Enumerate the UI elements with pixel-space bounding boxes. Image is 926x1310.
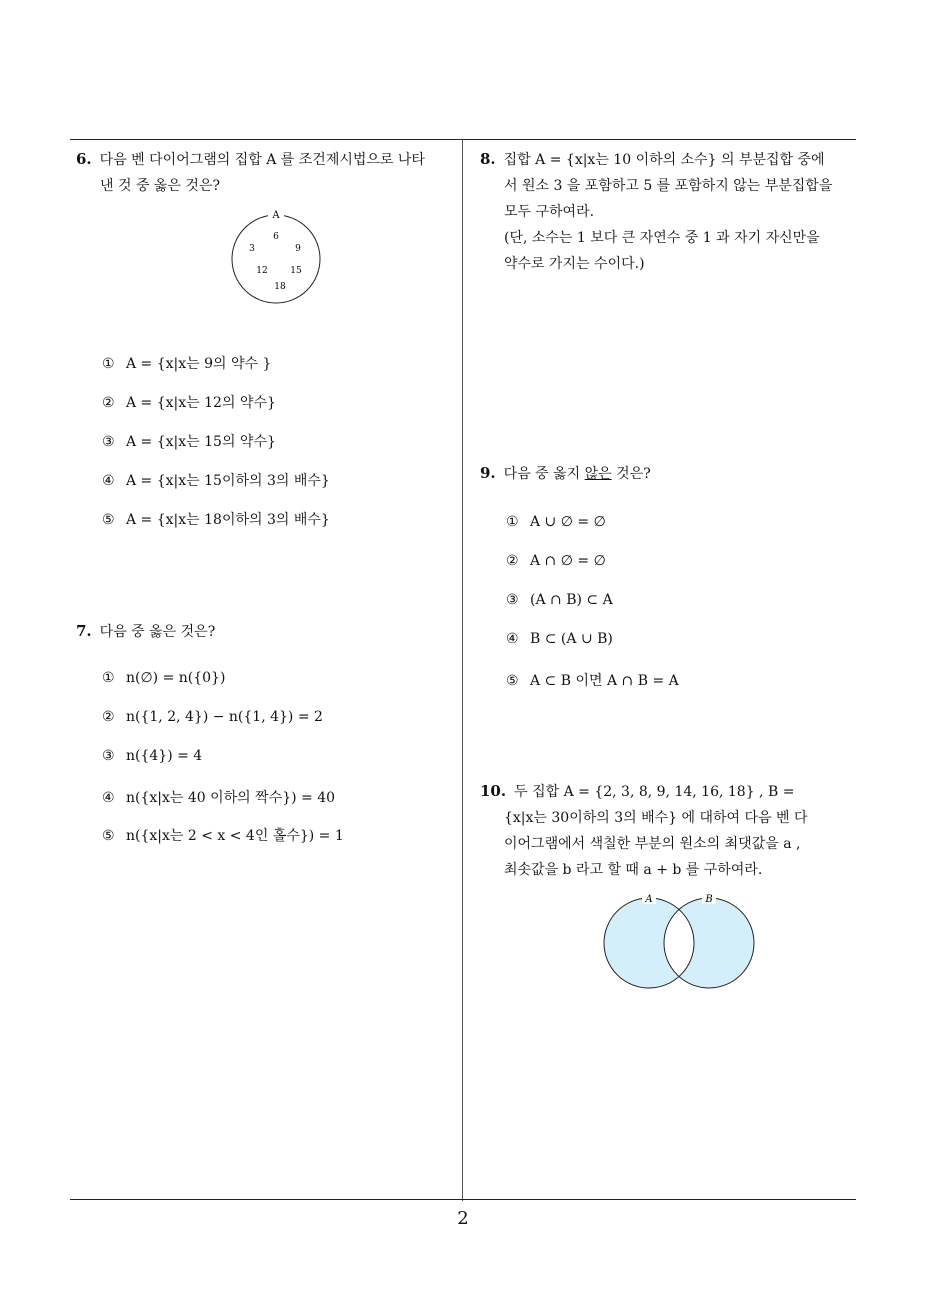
question-10-line-2: {x|x는 30이하의 3의 배수} 에 대하여 다음 벤 다 — [504, 810, 808, 826]
question-9 — [480, 460, 858, 487]
q9-option-3[interactable]: ③ (A ∩ B) ⊂ A — [506, 592, 613, 608]
q6-option-5[interactable]: ⑤ A = {x|x는 18이하의 3의 배수} — [102, 512, 330, 528]
top-rule — [70, 139, 856, 140]
question-number: 9. — [480, 464, 496, 482]
question-10-line-4: 최솟값을 b 라고 할 때 a + b 를 구하여라. — [504, 862, 763, 878]
element: 9 — [295, 244, 301, 254]
element: 6 — [273, 232, 279, 242]
set-b-label: B — [705, 894, 713, 905]
element: 3 — [249, 244, 255, 254]
question-8-line-2: 서 원소 3 을 포함하고 5 를 포함하지 않는 부분집합을 — [504, 178, 833, 194]
column-divider — [462, 139, 463, 1201]
venn-diagram-ab — [600, 890, 760, 992]
bottom-rule — [70, 1199, 856, 1200]
q7-option-1[interactable]: ① n(∅) = n({0}) — [102, 670, 226, 686]
question-8-line-1: 8. 집합 A = {x|x는 10 이하의 소수} 의 부분집합 중에 — [480, 150, 825, 168]
question-8-line-3: 모두 구하여라. — [504, 204, 595, 220]
venn-diagram-a — [228, 208, 324, 308]
q7-option-2[interactable]: ② n({1, 2, 4}) − n({1, 4}) = 2 — [102, 709, 323, 725]
question-7-line-1: 7. 다음 중 옳은 것은? — [76, 622, 216, 640]
question-number: 6. — [76, 150, 92, 168]
q7-option-5[interactable]: ⑤ n({x|x는 2 < x < 4인 홀수}) = 1 — [102, 828, 344, 844]
question-10-line-1: 10. 두 집합 A = {2, 3, 8, 9, 14, 16, 18} , B = — [480, 782, 795, 800]
q9-option-5[interactable]: ⑤ A ⊂ B 이면 A ∩ B = A — [506, 673, 679, 689]
question-6-line-2: 낸 것 중 옳은 것은? — [100, 178, 220, 194]
question-8-line-4: (단, 소수는 1 보다 큰 자연수 중 1 과 자기 자신만을 — [504, 230, 820, 246]
q9-option-2[interactable]: ② A ∩ ∅ = ∅ — [506, 553, 606, 569]
question-10-line-3: 이어그램에서 색칠한 부분의 원소의 최댓값을 a , — [504, 836, 801, 852]
question-8 — [480, 146, 858, 277]
question-8-line-5: 약수로 가지는 수이다.) — [504, 256, 645, 272]
page-number: 2 — [457, 1208, 469, 1229]
element: 12 — [256, 266, 268, 276]
question-number: 7. — [76, 622, 92, 640]
q6-option-4[interactable]: ④ A = {x|x는 15이하의 3의 배수} — [102, 473, 330, 489]
set-a-label: A — [645, 894, 653, 905]
q6-option-3[interactable]: ③ A = {x|x는 15의 약수} — [102, 434, 276, 450]
underlined-word: 않은 — [584, 466, 612, 482]
q9-option-4[interactable]: ④ B ⊂ (A ∪ B) — [506, 631, 613, 647]
q6-option-1[interactable]: ① A = {x|x는 9의 약수 } — [102, 356, 272, 372]
q7-option-4[interactable]: ④ n({x|x는 40 이하의 짝수}) = 40 — [102, 790, 336, 806]
q9-option-1[interactable]: ① A ∪ ∅ = ∅ — [506, 514, 606, 530]
question-6 — [76, 146, 461, 199]
q6-option-2[interactable]: ② A = {x|x는 12의 약수} — [102, 395, 276, 411]
question-9-line-1: 9. 다음 중 옳지 않은 것은? — [480, 464, 651, 482]
element: 18 — [274, 282, 286, 292]
question-number: 10. — [480, 782, 507, 800]
set-a-label: A — [272, 210, 280, 221]
question-6-line-1: 6. 다음 벤 다이어그램의 집합 A 를 조건제시법으로 나타 — [76, 150, 425, 168]
q7-option-3[interactable]: ③ n({4}) = 4 — [102, 748, 203, 764]
question-number: 8. — [480, 150, 496, 168]
question-10 — [480, 778, 860, 883]
element: 15 — [290, 266, 302, 276]
question-7 — [76, 618, 461, 645]
